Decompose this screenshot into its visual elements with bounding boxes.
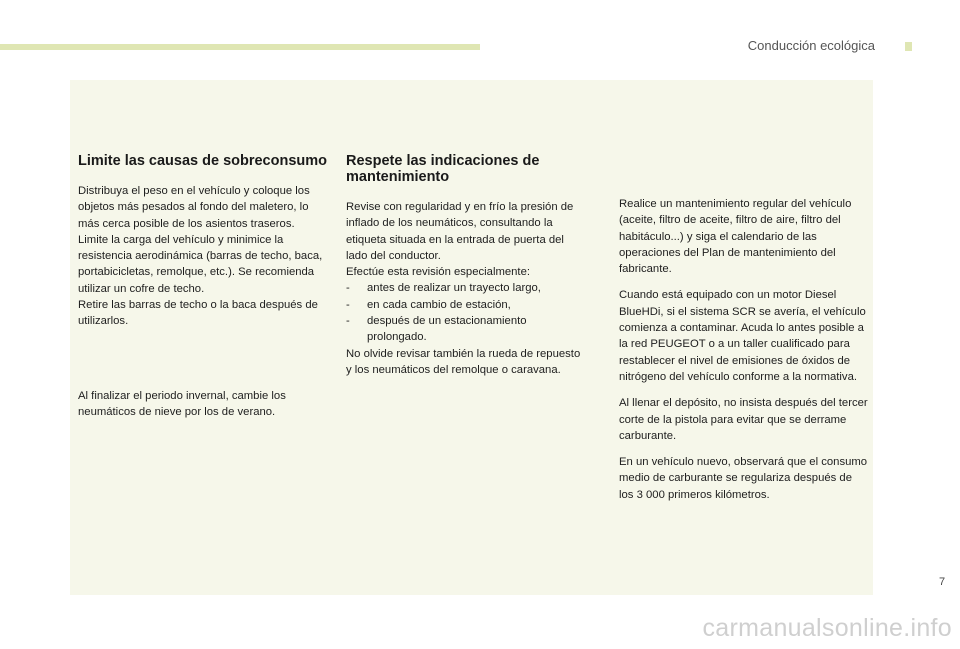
right-paragraph-1: Realice un mantenimiento regular del vehículo (aceite, filtro de aceite, filtro de aire, filtro del habitáculo...) y siga el calendario de las operaciones del Plan de mantenimiento del fabricante. [619,198,852,276]
right-paragraph-3: Al llenar el depósito, no insista después del tercer corte de la pistola para evitar que se derrame carburante. [619,397,868,442]
header-accent-bar [0,44,480,50]
left-paragraph-3: Retire las barras de techo o la baca después de utilizarlos. [78,299,318,328]
section-title: Conducción ecológica [747,38,875,53]
middle-paragraph-3: No olvide revisar también la rueda de repuesto y los neumáticos del remolque o caravana. [346,347,581,376]
header-marker [905,42,912,51]
middle-paragraph-1: Revise con regularidad y en frío la presión de inflado de los neumáticos, consultando la etiqueta situada en la entrada de puerta del lado del conductor. [346,201,574,262]
left-paragraph-2: Limite la carga del vehículo y minimice la resistencia aerodinámica (barras de techo, baca, portabicicletas, remolque, etc.). Se recomienda utilizar un cofre de techo. [78,233,323,295]
middle-heading: Respete las indicaciones de mantenimiento [346,153,540,185]
right-paragraph-4: En un vehículo nuevo, observará que el consumo medio de carburante se regulariza después de los 3 000 primeros kilómetros. [619,456,868,501]
watermark: carmanualsonline.info [702,614,952,642]
page-number: 7 [939,576,946,588]
right-paragraph-2: Cuando está equipado con un motor Diesel BlueHDi, si el sistema SCR se avería, el vehículo comienza a contaminar. Acuda lo antes posible a la red PEUGEOT o a un taller cualificado para restablecer el nivel de emisiones de óxidos de nitrógeno del vehículo conforme a la normativa. [619,289,866,383]
left-paragraph-1: Distribuya el peso en el vehículo y coloque los objetos más pesados al fondo del maletero, lo más cerca posible de los asientos traseros. [78,185,310,230]
check-list [346,280,586,345]
right-column [619,196,869,503]
left-heading: Limite las causas de sobreconsumo [78,153,328,169]
left-paragraph-4: Al finalizar el periodo invernal, cambie los neumáticos de nieve por los de verano. [78,389,286,418]
left-column [78,153,328,420]
list-item: - antes de realizar un trayecto largo, [346,280,586,296]
middle-paragraph-2: Efectúe esta revisión especialmente: [346,266,530,279]
list-item: - en cada cambio de estación, [346,297,586,313]
middle-column [346,153,586,378]
list-item: - después de un estacionamiento prolongado. [346,313,586,346]
